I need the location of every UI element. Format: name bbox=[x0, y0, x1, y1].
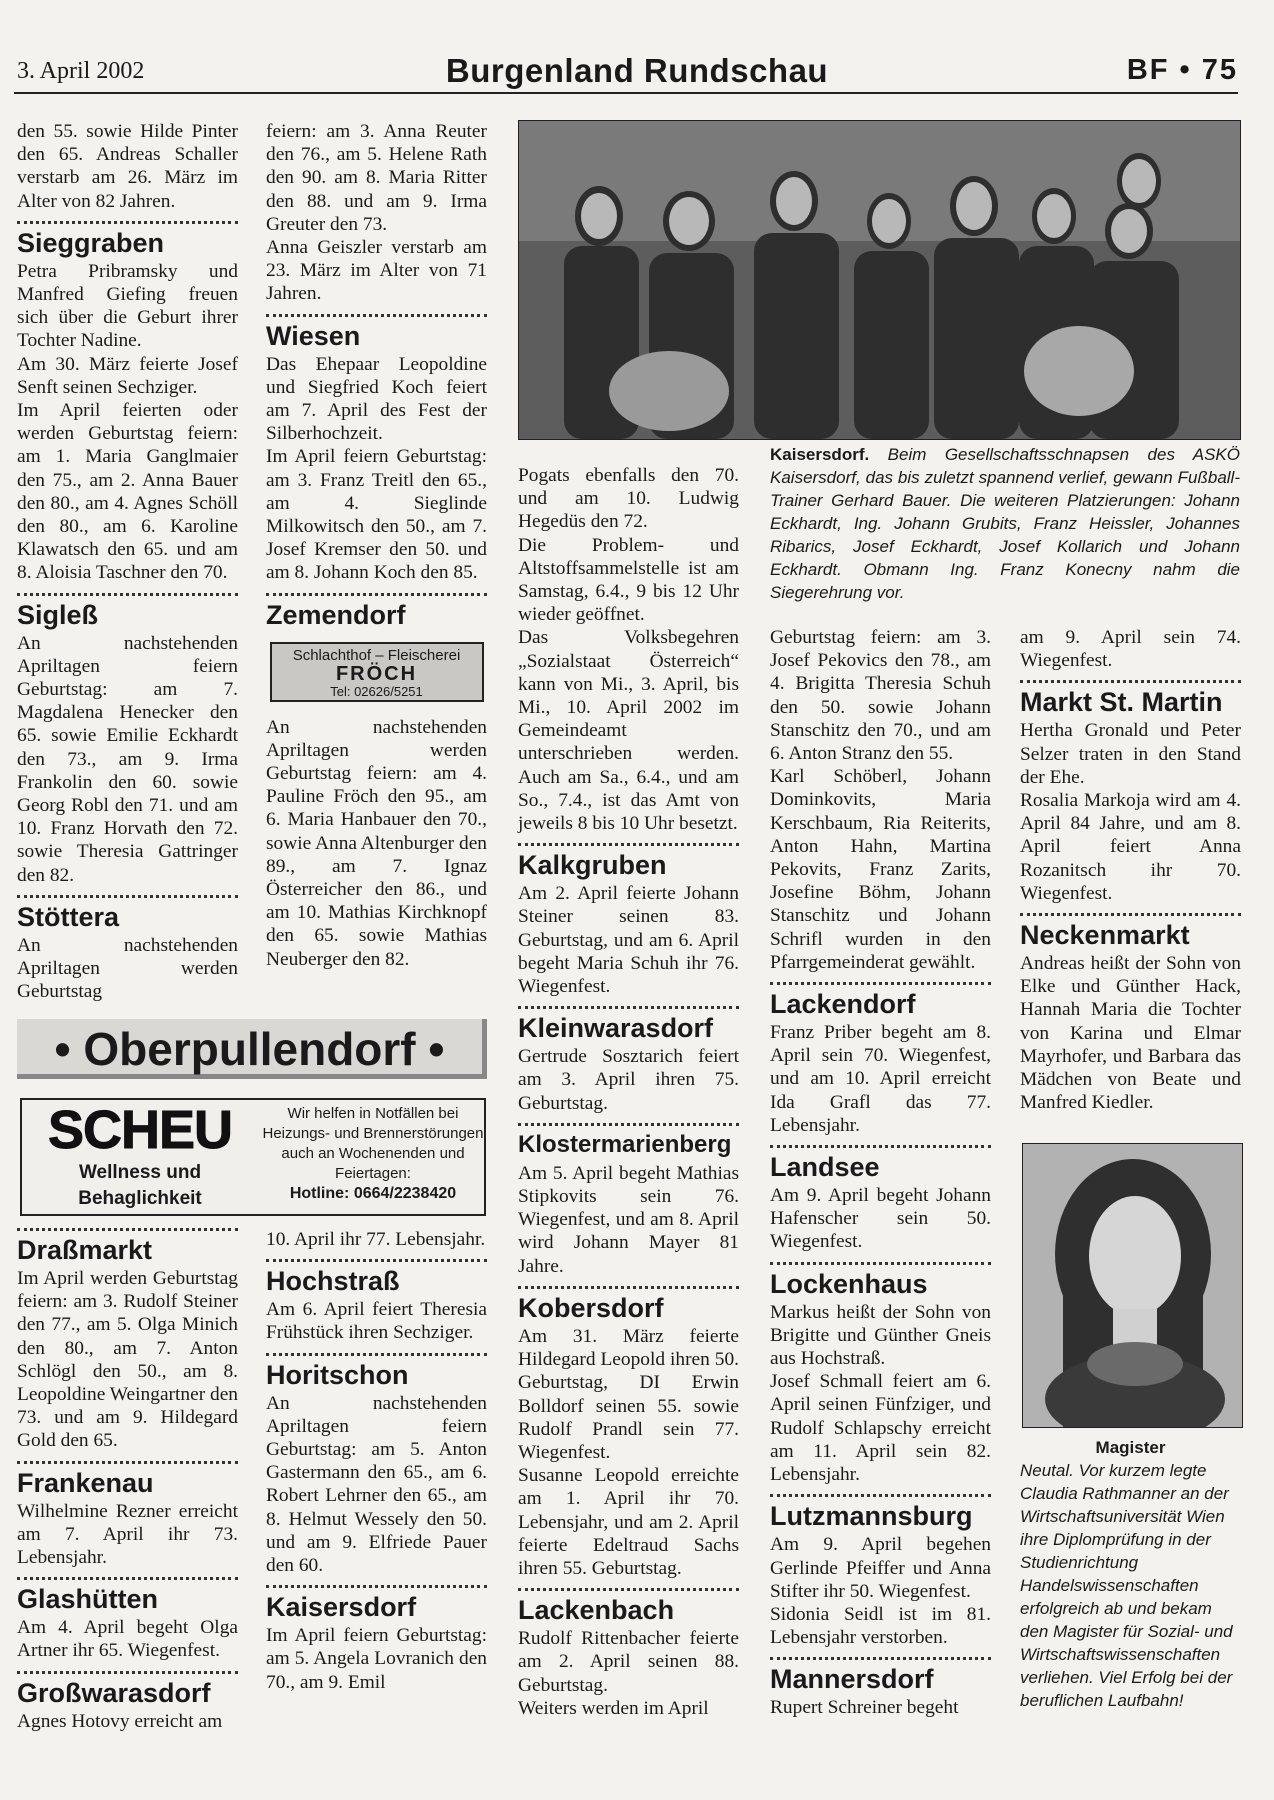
article-text: Am 9. April begeht Johann Hafenscher sein 50. Wiegenfest. bbox=[770, 1185, 991, 1253]
divider bbox=[1020, 680, 1241, 683]
divider bbox=[770, 1145, 991, 1148]
section-heading: Lackendorf bbox=[770, 989, 916, 1020]
article-text: Geburtstag feiern: am 3. Josef Pekovics den 78., am 4. Brigitta Theresia Schuh den 50. sowie Johann Stanschitz den 70., und am 6. Anton Stranz den 55. bbox=[770, 627, 991, 765]
section-heading: Sieggraben bbox=[17, 227, 165, 258]
divider bbox=[17, 1671, 238, 1674]
section-heading: Frankenau bbox=[17, 1467, 154, 1498]
divider bbox=[770, 1494, 991, 1497]
article-text: Das Ehepaar Leopoldine und Siegfried Koch feiert am 7. April des Fest der Silberhochzeit. bbox=[266, 353, 487, 445]
scheu-logo-block bbox=[22, 1100, 258, 1214]
ad-line: Schlachthof – Fleischerei bbox=[292, 646, 461, 664]
caption-text: Neutal. Vor kurzem legte Claudia Rathmanner an der Wirtschaftsuniversität Wien ihre Diplomprüfung in der Studienrichtung Handelswissenschaften erfolgreich ab und bekam den Magister für Sozial- und Wirtschaftswissenschaften verliehen. Viel Erfolg bei der beruflichen Laufbahn! bbox=[1020, 1461, 1233, 1710]
section-heading: Sigleß bbox=[17, 599, 99, 630]
article-text: Markus heißt der Sohn von Brigitte und Günther Gneis aus Hochstraß. bbox=[770, 1301, 991, 1370]
page-number: BF • 75 bbox=[1126, 54, 1238, 86]
divider bbox=[266, 593, 487, 596]
divider bbox=[17, 1228, 238, 1231]
portrait-photo-image bbox=[1023, 1144, 1242, 1427]
article-text: Anna Geiszler verstarb am 23. März im Alter von 71 Jahren. bbox=[266, 237, 487, 305]
article-text: Die Problem- und Altstoffsammelstelle ist am Samstag, 6.4., 9 bis 12 Uhr wieder geöffnet. bbox=[518, 534, 739, 626]
scheu-text: Wir helfen in Notfällen bei Heizungs- und Brennerstörungen auch an Wochenenden und Feiertagen: bbox=[262, 1105, 484, 1182]
article-text: Hertha Gronald und Peter Selzer traten in den Stand der Ehe. bbox=[1020, 720, 1241, 788]
caption-text: Beim Gesellschaftsschnapsen des ASKÖ Kaisersdorf, das bis zuletzt spannend verlief, gewann Fußball-Trainer Gerhard Bauer. Die weiteren Platzierungen: Johann Eckhardt, Ing. Johann Grubits, Franz Heissler, Johannes Ribarics, Josef Eckhardt, Josef Kollarich und Johann Eckhardt. Obmann Ing. Franz Konecny nahm die Siegerehrung vor. bbox=[770, 445, 1240, 602]
article-text: An nachstehenden Apriltagen feiern Geburtstag: am 5. Anton Gastermann den 65., am 6. Robert Lehrner den 65., am 8. Helmut Wessely den 50. und am 9. Elfriede Pauer den 60. bbox=[266, 1392, 487, 1577]
divider bbox=[266, 1259, 487, 1262]
column-2 bbox=[266, 120, 487, 971]
article-text: An nachstehenden Apriltagen werden Geburtstag feiern: am 4. Pauline Fröch den 95., am 6. Maria Hanbauer den 70., sowie Anna Altenburger den 89., am 7. Ignaz Österreicher den 86., und am 10. Mathias Kirchknopf den 65. sowie Mathias Neuberger den 82. bbox=[266, 716, 487, 970]
group-photo-image bbox=[519, 121, 1240, 439]
column-3 bbox=[518, 464, 739, 1720]
article-text: Rudolf Rittenbacher feierte am 2. April seinen 88. Geburtstag. bbox=[518, 1628, 739, 1696]
article-text: Im April feierten oder werden Geburtstag feiern: am 1. Maria Ganglmaier den 75., am 2. Anna Bauer den 80., am 4. Agnes Schöll den 80., am 6. Karoline Klawatsch den 65. und am 8. Aloisia Taschner den 70. bbox=[17, 400, 238, 584]
article-text: An nachstehenden Apriltagen feiern Geburtstag: am 7. Magdalena Henecker den 65. sowie Emilie Eckhardt den 73., am 9. Irma Frankolin den 60. sowie Georg Robl den 71. und am 10. Franz Horvath den 72. sowie Theresia Gattringer den 82. bbox=[17, 632, 238, 886]
issue-date: 3. April 2002 bbox=[17, 58, 145, 84]
newspaper-title: Burgenland Rundschau bbox=[445, 52, 829, 89]
section-heading: Landsee bbox=[770, 1152, 880, 1183]
ad-phone: Tel: 02626/5251 bbox=[330, 683, 423, 699]
section-heading: Kobersdorf bbox=[518, 1292, 664, 1323]
article-text: Agnes Hotovy erreicht am bbox=[17, 1710, 223, 1732]
divider bbox=[266, 314, 487, 317]
divider bbox=[17, 1577, 238, 1580]
article-text: Weiters werden im April bbox=[518, 1697, 709, 1719]
section-heading: Draßmarkt bbox=[17, 1235, 153, 1265]
article-text: Pogats ebenfalls den 70. und am 10. Ludwig Hegedüs den 72. bbox=[518, 465, 739, 533]
article-text: Petra Pribramsky und Manfred Giefing freuen sich über die Geburt ihrer Tochter Nadine. bbox=[17, 260, 238, 352]
scheu-tagline: Wellness und bbox=[78, 1162, 202, 1183]
divider bbox=[266, 1353, 487, 1356]
divider bbox=[518, 1588, 739, 1591]
article-text: An nachstehenden Apriltagen werden Geburtstag bbox=[17, 934, 238, 1003]
divider bbox=[770, 982, 991, 985]
column-1-lower bbox=[17, 1228, 238, 1733]
scheu-hotline: Hotline: 0664/2238420 bbox=[289, 1185, 457, 1202]
divider bbox=[518, 843, 739, 846]
portrait-photo bbox=[1022, 1143, 1243, 1428]
article-text: Im April feiern Geburtstag: am 5. Angela Lovranich den 70., am 9. Emil bbox=[266, 1625, 487, 1693]
section-heading: Horitschon bbox=[266, 1359, 409, 1390]
section-heading: Klostermarienberg bbox=[518, 1130, 732, 1158]
article-text: Wilhelmine Rezner erreicht am 7. April ihr 73. Lebensjahr. bbox=[17, 1500, 238, 1569]
article-text: Franz Priber begeht am 8. April sein 70. Wiegenfest, und am 10. April erreicht Ida Grafl das 77. Lebensjahr. bbox=[770, 1022, 991, 1136]
section-heading: Glashütten bbox=[17, 1584, 159, 1615]
scheu-tagline: Behaglichkeit bbox=[78, 1188, 202, 1209]
article-text: Rupert Schreiner begeht bbox=[770, 1697, 959, 1719]
article-text: 10. April ihr 77. Lebensjahr. bbox=[266, 1229, 486, 1250]
section-heading: Neckenmarkt bbox=[1020, 920, 1190, 951]
article-text: Andreas heißt der Sohn von Elke und Günther Hack, Hannah Maria die Tochter von Karina und Elmar Mayrhofer, und Barbara das Mädchen von Beate und Manfred Kiedler. bbox=[1020, 953, 1241, 1114]
article-text: Am 6. April feiert Theresia Frühstück ihren Sechziger. bbox=[266, 1299, 487, 1344]
article-text: Im April werden Geburtstag feiern: am 3. Rudolf Steiner den 77., am 5. Olga Minich den 80., am 7. Anton Schlögl den 50., am 8. Leopoldine Weingartner den 73. und am 9. Hildegard Gold den 65. bbox=[17, 1268, 238, 1452]
section-heading: Lockenhaus bbox=[770, 1268, 928, 1299]
photo-caption bbox=[770, 443, 1240, 604]
section-heading: Kaisersdorf bbox=[266, 1592, 417, 1623]
group-photo bbox=[518, 120, 1241, 440]
scheu-text-block bbox=[262, 1104, 484, 1204]
section-heading: Mannersdorf bbox=[770, 1664, 934, 1695]
caption-place: Kaisersdorf. bbox=[770, 445, 870, 464]
section-heading: Lackenbach bbox=[518, 1595, 675, 1626]
region-banner: • Oberpullendorf • bbox=[17, 1019, 487, 1079]
section-heading: Markt St. Martin bbox=[1020, 687, 1223, 718]
article-text: feiern: am 3. Anna Reuter den 76., am 5. Helene Rath den 90. am 8. Maria Ritter den 88. und am 9. Irma Greuter den 73. bbox=[266, 121, 487, 235]
advertisement-froech bbox=[270, 642, 484, 702]
article-text: Susanne Leopold erreichte am 1. April ihr 70. Lebensjahr, und am 2. April feierte Edeltraud Sachs ihren 55. Geburtstag. bbox=[518, 1465, 739, 1579]
divider bbox=[17, 221, 238, 224]
divider bbox=[518, 1286, 739, 1289]
header-rule bbox=[14, 92, 1238, 94]
divider bbox=[518, 1123, 739, 1126]
divider bbox=[266, 1585, 487, 1588]
column-2-lower bbox=[266, 1228, 487, 1694]
article-text: Das Volksbegehren „Sozialstaat Österreich“ kann von Mi., 3. April, bis Mi., 10. April 2002 im Gemeindeamt unterschrieben werden. Auch am Sa., 6.4., und am So., 7.4., ist das Amt von jeweils 8 bis 10 Uhr besetzt. bbox=[518, 627, 739, 835]
divider bbox=[770, 1657, 991, 1660]
divider bbox=[1020, 913, 1241, 916]
portrait-caption bbox=[1020, 1436, 1241, 1712]
column-1 bbox=[17, 120, 238, 1004]
section-heading: Zemendorf bbox=[266, 599, 406, 630]
section-heading: Kalkgruben bbox=[518, 850, 667, 881]
divider bbox=[770, 1262, 991, 1265]
divider bbox=[17, 593, 238, 596]
article-text: Karl Schöberl, Johann Dominkovits, Maria Kerschbaum, Ria Reiterits, Anton Hahn, Martina Pekovits, Franz Zarits, Josefine Böhm, Johann Stanschitz und Johann Schrifl wurden in den Pfarrgemeinderat gewählt. bbox=[770, 766, 991, 973]
article-text: Am 5. April begeht Mathias Stipkovits sein 76. Wiegenfest, und am 8. April wird Johann Mayer 81 Jahre. bbox=[518, 1162, 739, 1277]
article-text: Am 4. April begeht Olga Artner ihr 65. Wiegenfest. bbox=[17, 1617, 238, 1662]
divider bbox=[518, 1006, 739, 1009]
article-text: Josef Schmall feiert am 6. April seinen Fünfziger, und Rudolf Schlapschy erreicht am 11. April sein 82. Lebensjahr. bbox=[770, 1371, 991, 1486]
scheu-logo: SCHEU bbox=[47, 1100, 233, 1160]
article-text: den 55. sowie Hilde Pinter den 65. Andreas Schaller verstarb am 26. März im Alter von 82 Jahren. bbox=[17, 121, 238, 212]
advertisement-scheu bbox=[20, 1098, 486, 1216]
article-text: Am 30. März feierte Josef Senft seinen Sechziger. bbox=[17, 353, 238, 398]
divider bbox=[17, 895, 238, 898]
section-heading: Hochstraß bbox=[266, 1266, 400, 1297]
ad-brand: FRÖCH bbox=[335, 662, 418, 685]
section-heading: Großwarasdorf bbox=[17, 1677, 211, 1708]
divider bbox=[17, 1461, 238, 1464]
article-text: Sidonia Seidl ist im 81. Lebensjahr verstorben. bbox=[770, 1603, 991, 1649]
article-text: am 9. April sein 74. Wiegenfest. bbox=[1020, 627, 1241, 672]
column-5 bbox=[1020, 626, 1241, 1114]
section-heading: Stöttera bbox=[17, 901, 120, 932]
caption-title: Magister bbox=[1095, 1438, 1166, 1457]
article-text: Rosalia Markoja wird am 4. April 84 Jahre, und am 8. April feiert Anna Rozanitsch ihr 70. Wiegenfest. bbox=[1020, 790, 1241, 904]
article-text: Im April feiern Geburtstag: am 3. Franz Treitl den 65., am 4. Sieglinde Milkowitsch den 50., am 7. Josef Kremser den 50. und am 8. Johann Koch den 85. bbox=[266, 446, 487, 584]
article-text: Am 2. April feierte Johann Steiner seinen 83. Geburtstag, und am 6. April begeht Maria Schuh ihr 76. Wiegenfest. bbox=[518, 883, 739, 998]
column-4 bbox=[770, 626, 991, 1720]
section-heading: Kleinwarasdorf bbox=[518, 1013, 714, 1044]
section-heading: Wiesen bbox=[266, 320, 361, 351]
article-text: Am 31. März feierte Hildegard Leopold ihren 50. Geburtstag, DI Erwin Bolldorf seinen 55. sowie Rudolf Prandl sein 77. Wiegenfest. bbox=[518, 1325, 739, 1463]
article-text: Am 9. April begehen Gerlinde Pfeiffer und Anna Stifter ihr 50. Wiegenfest. bbox=[770, 1534, 991, 1602]
section-heading: Lutzmannsburg bbox=[770, 1501, 973, 1532]
article-text: Gertrude Sosztarich feiert am 3. April ihren 75. Geburtstag. bbox=[518, 1046, 739, 1114]
